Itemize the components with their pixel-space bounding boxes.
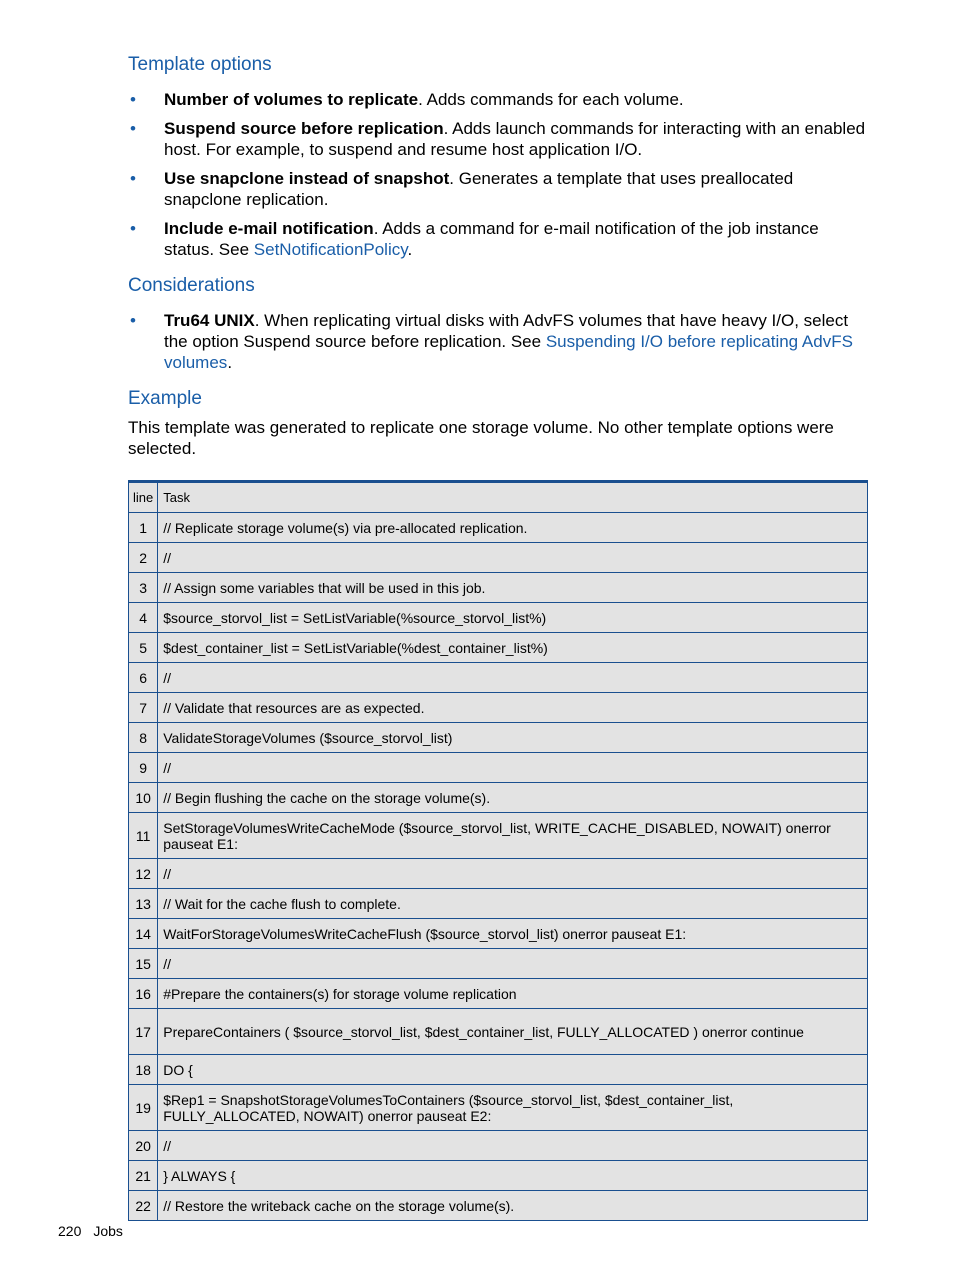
- task-cell: // Validate that resources are as expected.: [158, 693, 868, 723]
- page-footer: [58, 1223, 135, 1239]
- task-cell: //: [158, 753, 868, 783]
- template-options-list: [128, 89, 868, 260]
- option-description: . Adds launch commands for interacting with an enabled host. For example, to suspend and resume host application I/O.: [164, 119, 866, 159]
- table-row: [129, 1009, 868, 1055]
- consideration-term: Tru64 UNIX: [164, 311, 255, 330]
- option-description: . Adds a command for e-mail notification of the job instance status. See: [164, 219, 819, 259]
- line-number-cell: 7: [129, 693, 158, 723]
- option-description: . Generates a template that uses preallocated snapclone replication.: [164, 169, 794, 209]
- punctuation: .: [227, 353, 233, 372]
- option-description: . Adds commands for each volume.: [418, 90, 684, 109]
- table-row: [129, 889, 868, 919]
- task-cell: $dest_container_list = SetListVariable(%dest_container_list%): [158, 633, 868, 663]
- line-number-cell: 18: [129, 1055, 158, 1085]
- line-number-cell: 11: [129, 813, 158, 859]
- option-term: Include e-mail notification: [164, 219, 374, 238]
- table-row: [129, 663, 868, 693]
- table-row: [129, 513, 868, 543]
- example-heading: Example: [128, 388, 202, 409]
- line-number-cell: 17: [129, 1009, 158, 1055]
- bullet-icon: •: [130, 169, 136, 188]
- line-number-cell: 1: [129, 513, 158, 543]
- table-row: [129, 1131, 868, 1161]
- table-row: [129, 919, 868, 949]
- task-cell: // Assign some variables that will be used in this job.: [158, 573, 868, 603]
- task-cell: //: [158, 949, 868, 979]
- task-cell: //: [158, 543, 868, 573]
- line-number-cell: 16: [129, 979, 158, 1009]
- line-number-cell: 20: [129, 1131, 158, 1161]
- list-item: [128, 118, 868, 160]
- task-cell: DO {: [158, 1055, 868, 1085]
- task-cell: // Replicate storage volume(s) via pre-allocated replication.: [158, 513, 868, 543]
- table-row: [129, 783, 868, 813]
- task-cell: #Prepare the containers(s) for storage volume replication: [158, 979, 868, 1009]
- table-row: [129, 813, 868, 859]
- line-number-cell: 15: [129, 949, 158, 979]
- table-row: [129, 1161, 868, 1191]
- table-row: [129, 693, 868, 723]
- bullet-icon: •: [130, 90, 136, 109]
- table-row: [129, 949, 868, 979]
- option-term: Use snapclone instead of snapshot: [164, 169, 450, 188]
- table-row: [129, 543, 868, 573]
- line-number-cell: 9: [129, 753, 158, 783]
- list-item: [128, 89, 868, 110]
- task-cell: // Begin flushing the cache on the storage volume(s).: [158, 783, 868, 813]
- list-item: [128, 218, 868, 260]
- considerations-heading: Considerations: [128, 275, 255, 296]
- line-number-cell: 12: [129, 859, 158, 889]
- line-number-cell: 8: [129, 723, 158, 753]
- line-number-cell: 2: [129, 543, 158, 573]
- table-row: [129, 633, 868, 663]
- bullet-icon: •: [130, 219, 136, 238]
- table-row: [129, 603, 868, 633]
- table-row: [129, 753, 868, 783]
- task-cell: } ALWAYS {: [158, 1161, 868, 1191]
- task-cell: $Rep1 = SnapshotStorageVolumesToContainers ($source_storvol_list, $dest_container_list, FULLY_ALLOCATED, NOWAIT) onerror pauseat E2:: [158, 1085, 868, 1131]
- table-body: [129, 513, 868, 1221]
- option-term: Suspend source before replication: [164, 119, 444, 138]
- line-number-cell: 19: [129, 1085, 158, 1131]
- table-row: [129, 1055, 868, 1085]
- task-cell: PrepareContainers ( $source_storvol_list, $dest_container_list, FULLY_ALLOCATED ) onerror continue: [158, 1009, 868, 1055]
- line-number-cell: 4: [129, 603, 158, 633]
- task-cell: $source_storvol_list = SetListVariable(%source_storvol_list%): [158, 603, 868, 633]
- task-cell: SetStorageVolumesWriteCacheMode ($source_storvol_list, WRITE_CACHE_DISABLED, NOWAIT) onerror pauseat E1:: [158, 813, 868, 859]
- setnotificationpolicy-link[interactable]: SetNotificationPolicy: [253, 240, 408, 259]
- considerations-list: [128, 310, 868, 373]
- line-number-cell: 14: [129, 919, 158, 949]
- option-term: Number of volumes to replicate: [164, 90, 419, 109]
- task-cell: //: [158, 663, 868, 693]
- task-column-header: Task: [158, 482, 868, 513]
- footer-section-title: Jobs: [93, 1223, 123, 1239]
- table-row: [129, 723, 868, 753]
- bullet-icon: •: [130, 119, 136, 138]
- line-number-cell: 5: [129, 633, 158, 663]
- task-cell: // Wait for the cache flush to complete.: [158, 889, 868, 919]
- table-row: [129, 573, 868, 603]
- line-column-header: line: [129, 482, 158, 513]
- table-row: [129, 859, 868, 889]
- task-cell: WaitForStorageVolumesWriteCacheFlush ($source_storvol_list) onerror pauseat E1:: [158, 919, 868, 949]
- line-number-cell: 22: [129, 1191, 158, 1221]
- list-item: [128, 168, 868, 210]
- example-intro: This template was generated to replicate one storage volume. No other template options were selected.: [128, 418, 834, 458]
- table-header-row: [129, 482, 868, 513]
- punctuation: .: [407, 240, 413, 259]
- bullet-icon: •: [130, 311, 136, 330]
- suspending-io-link[interactable]: Suspending I/O before replicating AdvFS volumes: [164, 332, 853, 372]
- line-number-cell: 21: [129, 1161, 158, 1191]
- task-cell: ValidateStorageVolumes ($source_storvol_list): [158, 723, 868, 753]
- task-cell: //: [158, 859, 868, 889]
- template-task-table: [128, 480, 868, 1221]
- template-options-heading: Template options: [128, 54, 272, 75]
- line-number-cell: 10: [129, 783, 158, 813]
- page-number: 220: [58, 1223, 82, 1239]
- table-row: [129, 979, 868, 1009]
- task-cell: // Restore the writeback cache on the storage volume(s).: [158, 1191, 868, 1221]
- line-number-cell: 3: [129, 573, 158, 603]
- page-content: [128, 53, 868, 459]
- line-number-cell: 13: [129, 889, 158, 919]
- task-cell: //: [158, 1131, 868, 1161]
- list-item: [128, 310, 868, 373]
- consideration-description: . When replicating virtual disks with AdvFS volumes that have heavy I/O, select the option Suspend source before replication. See: [164, 311, 849, 351]
- table-row: [129, 1191, 868, 1221]
- line-number-cell: 6: [129, 663, 158, 693]
- table-row: [129, 1085, 868, 1131]
